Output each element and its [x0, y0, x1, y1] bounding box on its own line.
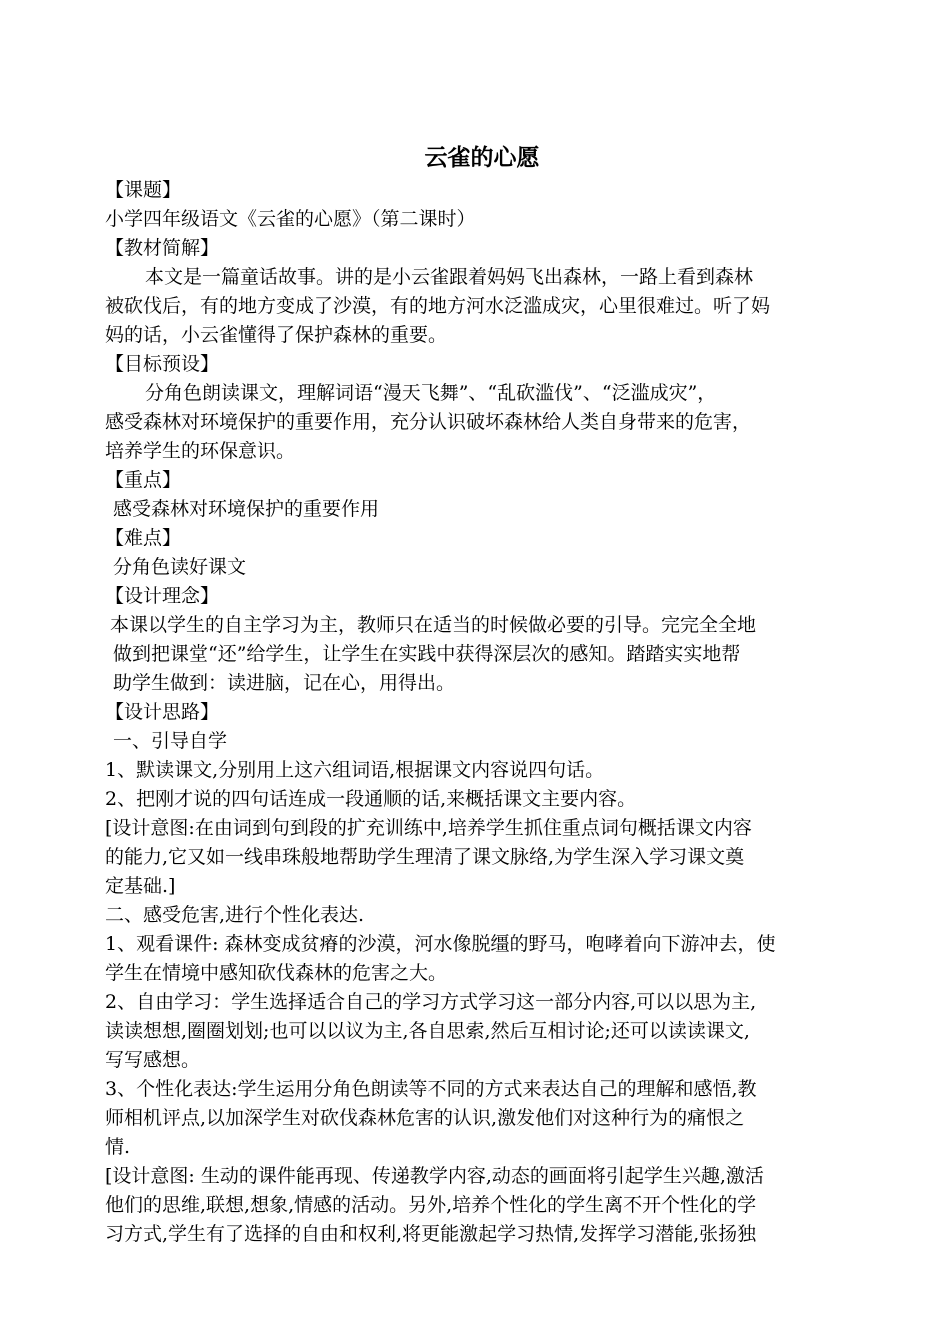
text-line: 妈的话，小云雀懂得了保护森林的重要。 — [105, 324, 448, 346]
text-line: 分角色朗读课文，理解词语“漫天飞舞”、“乱砍滥伐”、“泛滥成灾”， — [145, 382, 717, 404]
text-line: 做到把课堂“还”给学生，让学生在实践中获得深层次的感知。踏踏实实地帮 — [113, 643, 741, 665]
text-line: [设计意图: 生动的课件能再现、传递教学内容,动态的画面将引起学生兴趣,激活 — [105, 1165, 764, 1187]
text-line: 1、观看课件: 森林变成贫瘠的沙漠，河水像脱缰的野马，咆哮着向下游冲去，使 — [105, 933, 776, 955]
document-title: 云雀的心愿 — [424, 145, 540, 171]
section-heading: 【设计理念】 — [105, 585, 220, 607]
text-line: 习方式,学生有了选择的自由和权利,将更能激起学习热情,发挥学习潜能,张扬独 — [105, 1223, 757, 1245]
text-line: 一、引导自学 — [113, 730, 228, 752]
text-line: 写写感想。 — [105, 1049, 201, 1071]
text-line: 1、默读课文,分别用上这六组词语,根据课文内容说四句话。 — [105, 759, 605, 781]
text-line: 读读想想,圈圈划划;也可以以议为主,各自思索,然后互相讨论;还可以读读课文, — [105, 1020, 750, 1042]
section-heading: 【重点】 — [105, 469, 182, 491]
document-page — [105, 140, 849, 1249]
text-line: 2、把刚才说的四句话连成一段通顺的话,来概括课文主要内容。 — [105, 788, 637, 810]
text-line: 二、感受危害,进行个性化表达. — [105, 904, 365, 926]
text-line: 感受森林对环境保护的重要作用 — [113, 498, 380, 520]
text-line: 定基础.] — [105, 875, 176, 897]
text-line: 他们的思维,联想,想象,情感的活动。另外,培养个性化的学生离不开个性化的学 — [105, 1194, 757, 1216]
text-line: 情. — [105, 1136, 131, 1158]
text-line: [设计意图:在由词到句到段的扩充训练中,培养学生抓住重点词句概括课文内容 — [105, 817, 752, 839]
text-line: 的能力,它又如一线串珠般地帮助学生理清了课文脉络,为学生深入学习课文奠 — [105, 846, 745, 868]
document-body — [105, 176, 849, 1249]
text-line: 感受森林对环境保护的重要作用，充分认识破坏森林给人类自身带来的危害， — [105, 411, 752, 433]
section-heading: 【目标预设】 — [105, 353, 220, 375]
section-heading: 【设计思路】 — [105, 701, 220, 723]
text-line: 分角色读好课文 — [113, 556, 247, 578]
text-line: 被砍伐后，有的地方变成了沙漠，有的地方河水泛滥成灾，心里很难过。听了妈 — [105, 295, 771, 317]
section-heading: 【课题】 — [105, 179, 182, 201]
section-heading: 【教材简解】 — [105, 237, 220, 259]
text-line: 学生在情境中感知砍伐森林的危害之大。 — [105, 962, 448, 984]
text-line: 3、个性化表达:学生运用分角色朗读等不同的方式来表达自己的理解和感悟,教 — [105, 1078, 757, 1100]
text-line: 小学四年级语文《云雀的心愿》（第二课时） — [105, 208, 476, 230]
text-line: 助学生做到：读进脑，记在心，用得出。 — [113, 672, 456, 694]
text-line: 师相机评点,以加深学生对砍伐森林危害的认识,激发他们对这种行为的痛恨之 — [105, 1107, 745, 1129]
text-line: 2、自由学习：学生选择适合自己的学习方式学习这一部分内容,可以以思为主, — [105, 991, 757, 1013]
section-heading: 【难点】 — [105, 527, 182, 549]
text-line: 培养学生的环保意识。 — [105, 440, 296, 462]
text-line: 本文是一篇童话故事。讲的是小云雀跟着妈妈飞出森林，一路上看到森林 — [145, 266, 754, 288]
text-line: 本课以学生的自主学习为主，教师只在适当的时候做必要的引导。完完全全地 — [110, 614, 757, 636]
